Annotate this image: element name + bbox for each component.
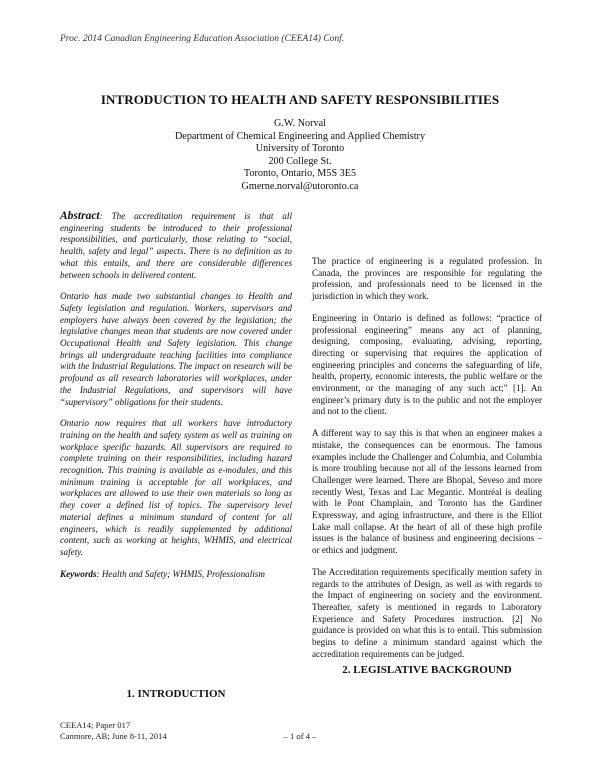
body-paragraph-4: The Accreditation requirements specifically mention safety in regards to the attributes of Design, as well as with regards to the Impact of engineering on society and the environment. Thereafter, safety is mentioned in regards to Laboratory Experience and Safety Procedures instruction. [2] No guidance is provided on what this is to entail. This submission begins to define a minimum standard against which the accreditation requirements can be judged. bbox=[312, 566, 542, 659]
abstract-paragraph-2: Ontario has made two substantial changes to Health and Safety legislation and regulation. Workers, supervisors and employers have always been covered by the legislation; the legislative changes mean that students are now covered under Occupational Health and Safety legislation. This change brings all undergraduate teaching facilities into compliance with the Industrial Regulations. The impact on research will be profound as all research laboratories will workplaces, under the Industrial Regulations, and supervisors will have “supervisory” obligations for their students. bbox=[60, 291, 292, 407]
footer-location: Canmore, AB; June 8-11, 2014 bbox=[60, 731, 167, 741]
section-2-heading: 2. LEGISLATIVE BACKGROUND bbox=[342, 664, 512, 676]
abstract-separator: : bbox=[99, 211, 112, 221]
author-university: University of Toronto bbox=[255, 143, 345, 155]
keywords-label: Keywords bbox=[60, 568, 97, 579]
footer-paper-id: CEEA14; Paper 017 bbox=[60, 720, 131, 730]
body-paragraph-3: A different way to say this is that when an engineer makes a mistake, the consequences can be enormous. The famous examples include the Challenger and Columbia, and Columbia is more troubling because not all of the lessons learned from Challenger were learned. There are Bhopal, Seveso and more recently West, Texas and Lac Megantic. Montréal is dealing with le Pont Champlain, and Toronto has the Gardiner Expressway, and aging infrastructure, and there is the Elliot Lake mall collapse. At the heart of all of these high profile issues is the balance of business and engineering decisions – or ethics and judgment. bbox=[312, 428, 542, 556]
body-paragraph-2: Engineering in Ontario is defined as follows: “practice of professional engineering” means any act of planning, designing, composing, evaluating, advising, reporting, directing or supervising that requires the application of engineering principles and concerns the safeguarding of life, health, property, economic interests, the public welfare or the environment, or the managing of any such act;” [1]. An engineer’s primary duty is to the public and not the employer and not to the client. bbox=[312, 312, 542, 417]
author-block bbox=[0, 118, 600, 194]
abstract-label: Abstract bbox=[60, 210, 100, 222]
author-name: G.W. Norval bbox=[274, 118, 326, 129]
paper-title: INTRODUCTION TO HEALTH AND SAFETY RESPONSIBILITIES bbox=[100, 92, 500, 107]
body-column bbox=[312, 256, 542, 671]
abstract-paragraph-1 bbox=[60, 211, 292, 281]
author-street: 200 College St. bbox=[268, 155, 332, 167]
author-city: Toronto, Ontario, M5S 3E5 bbox=[243, 168, 357, 180]
page-number: – 1 of 4 – bbox=[283, 731, 317, 741]
abstract-column bbox=[60, 211, 292, 590]
proceedings-header: Proc. 2014 Canadian Engineering Education Association (CEEA14) Conf. bbox=[60, 34, 345, 44]
keywords-line bbox=[60, 569, 292, 581]
section-1-heading: 1. INTRODUCTION bbox=[126, 688, 226, 700]
abstract-paragraph-3: Ontario now requires that all workers have introductory training on the health and safety system as well as training on workplace specific hazards. All supervisors are required to complete training on their responsibilities, including hazard recognition. This training is available as e-modules, and this minimum training is acceptable for all workplaces, and workplaces are allowed to use their own materials so long as they cover a defined list of topics. The supervisory level material defines a minimum standard of content for all engineers, which is readily supplemented by additional content, such as working at heights, WHMIS, and electrical safety. bbox=[60, 418, 292, 557]
author-department: Department of Chemical Engineering and Applied Chemistry bbox=[174, 130, 426, 142]
body-paragraph-1: The practice of engineering is a regulated profession. In Canada, the provinces are responsible for regulating the profession, and professionals need to be licensed in the jurisdiction in which they work. bbox=[312, 256, 542, 302]
author-email: Gmerne.norval@utoronto.ca bbox=[241, 180, 359, 192]
abstract-text-1: The accreditation requirement is that all engineering students be introduced to their professional responsibilities, and particularly, those relating to “social, health, safety and legal” aspects. There is no definition as to what this entails, and there are considerable differences between schools in delivered content. bbox=[60, 211, 292, 280]
keywords-text: : Health and Safety; WHMIS, Professionalism bbox=[96, 568, 265, 579]
